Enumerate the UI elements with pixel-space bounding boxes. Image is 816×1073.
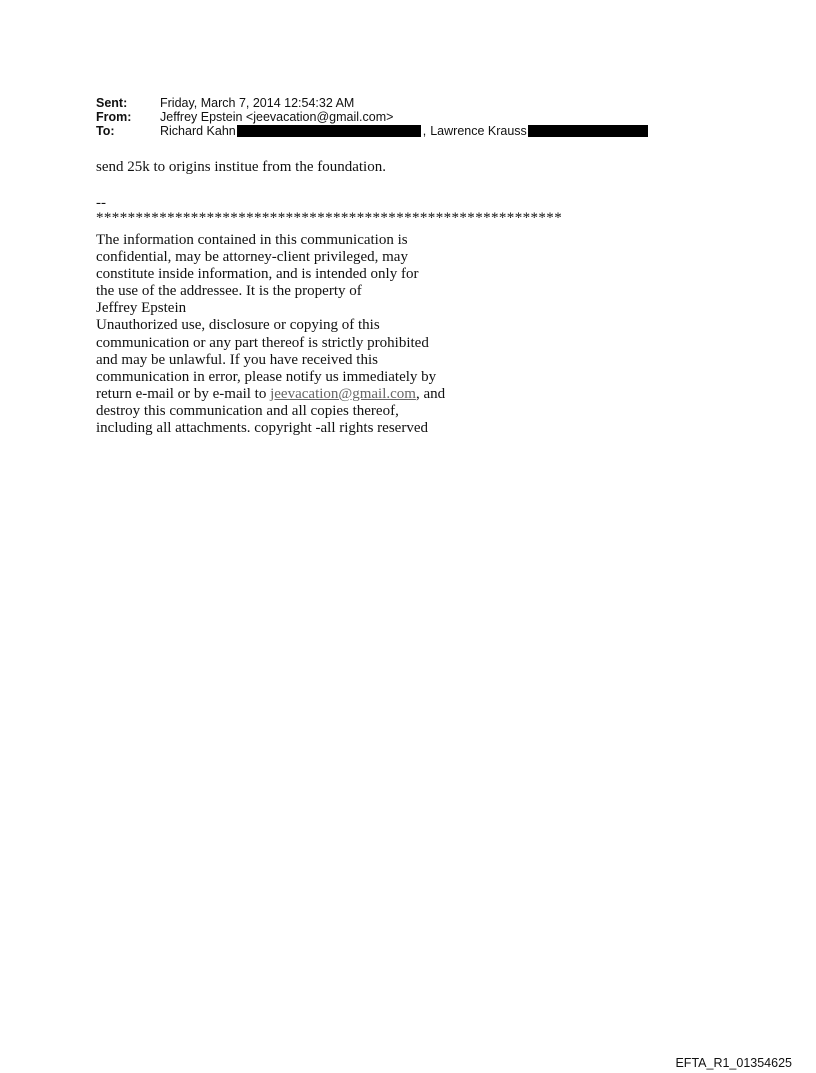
from-label: From:: [96, 110, 132, 124]
disclaimer-line: Jeffrey Epstein: [96, 300, 187, 317]
from-row: [96, 110, 648, 124]
to-label: To:: [96, 124, 115, 138]
document-id: EFTA_R1_01354625: [675, 1056, 792, 1070]
link-line-prefix: return e-mail or by e-mail to: [96, 385, 271, 402]
sent-row: [96, 96, 648, 110]
message-body: send 25k to origins institue from the foundation.: [96, 159, 386, 175]
disclaimer-line: and may be unlawful. If you have received this: [96, 351, 378, 368]
sent-value: Friday, March 7, 2014 12:54:32 AM: [160, 96, 355, 110]
signature-dash: --: [96, 195, 106, 211]
disclaimer-line: constitute inside information, and is intended only for: [96, 266, 419, 283]
signature-stars: ***********************************************************: [96, 210, 563, 226]
disclaimer-line: The information contained in this communication is: [96, 232, 408, 248]
disclaimer-link-line: [96, 386, 516, 403]
disclaimer-line: the use of the addressee. It is the property of: [96, 283, 362, 300]
disclaimer-line: communication in error, please notify us immediately by: [96, 368, 437, 385]
disclaimer-line: destroy this communication and all copies thereof,: [96, 402, 399, 419]
disclaimer-line: including all attachments. copyright -all rights reserved: [96, 420, 428, 437]
to-recipient-1: Richard Kahn: [160, 124, 236, 138]
link-line-suffix: , and: [415, 385, 446, 402]
recipient-separator: ,: [422, 124, 427, 138]
disclaimer: [96, 232, 516, 437]
to-recipient-2: Lawrence Krauss: [430, 124, 527, 138]
sent-label: Sent:: [96, 96, 128, 110]
disclaimer-line: Unauthorized use, disclosure or copying of this: [96, 317, 380, 334]
redaction-block: [237, 125, 421, 137]
email-headers: [96, 96, 648, 138]
to-row: [96, 124, 648, 138]
disclaimer-line: communication or any part thereof is strictly prohibited: [96, 334, 429, 351]
email-link[interactable]: jeevacation@gmail.com: [270, 385, 416, 402]
from-value: Jeffrey Epstein <jeevacation@gmail.com>: [160, 110, 394, 124]
redaction-block: [528, 125, 648, 137]
disclaimer-line: confidential, may be attorney-client privileged, may: [96, 249, 408, 266]
